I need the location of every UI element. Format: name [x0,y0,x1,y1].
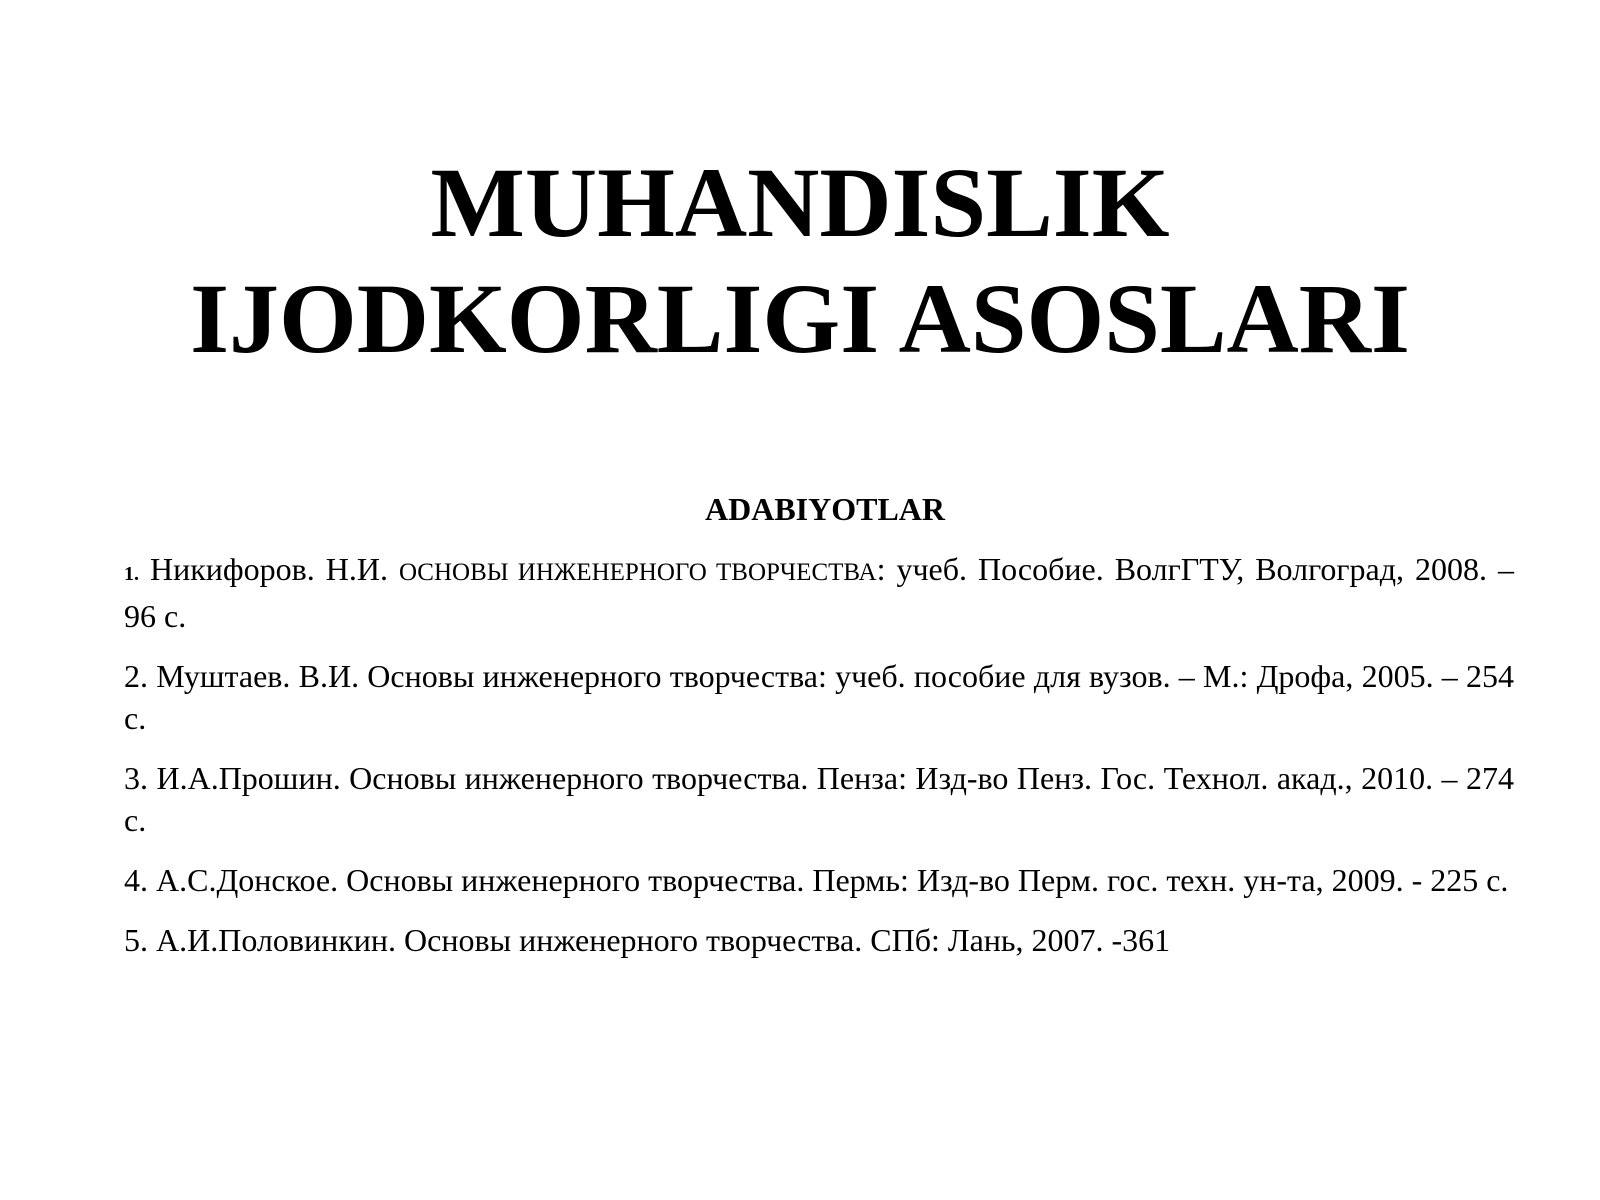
reference-item-3: 3. И.А.Прошин. Основы инженерного творчества. Пенза: Изд-во Пенз. Гос. Технол. акад., 2010. – 274 с. [124,760,1514,838]
reference-text: Никифоров. Н.И. [139,551,399,587]
reference-item-4: 4. А.С.Донское. Основы инженерного творчества. Пермь: Изд-во Перм. гос. техн. ун-та, 2009. - 225 с. [124,862,1509,898]
reference-item-1 [124,548,1514,637]
reference-text: : учеб. Пособие. ВолгГТУ, Волгоград, 2008. – 96 с. [124,551,1515,634]
reference-item-2: 2. Муштаев. В.И. Основы инженерного творчества: учеб. пособие для вузов. – М.: Дрофа, 2005. – 254 с. [124,658,1514,736]
reference-title-smallcaps: ОСНОВЫ ИНЖЕНЕРНОГО ТВОРЧЕСТВА [398,559,877,586]
reference-item-5: 5. А.И.Половинкин. Основы инженерного творчества. СПб: Лань, 2007. -361 [124,922,1171,958]
title-line-1: MUHANDISLIK [430,147,1170,258]
reference-number: 1. [124,563,139,585]
page-title [0,145,1600,377]
references-list [124,548,1514,979]
references-heading: ADABIYOTLAR [704,491,946,527]
title-line-2: IJODKORLIGI ASOSLARI [190,263,1410,374]
